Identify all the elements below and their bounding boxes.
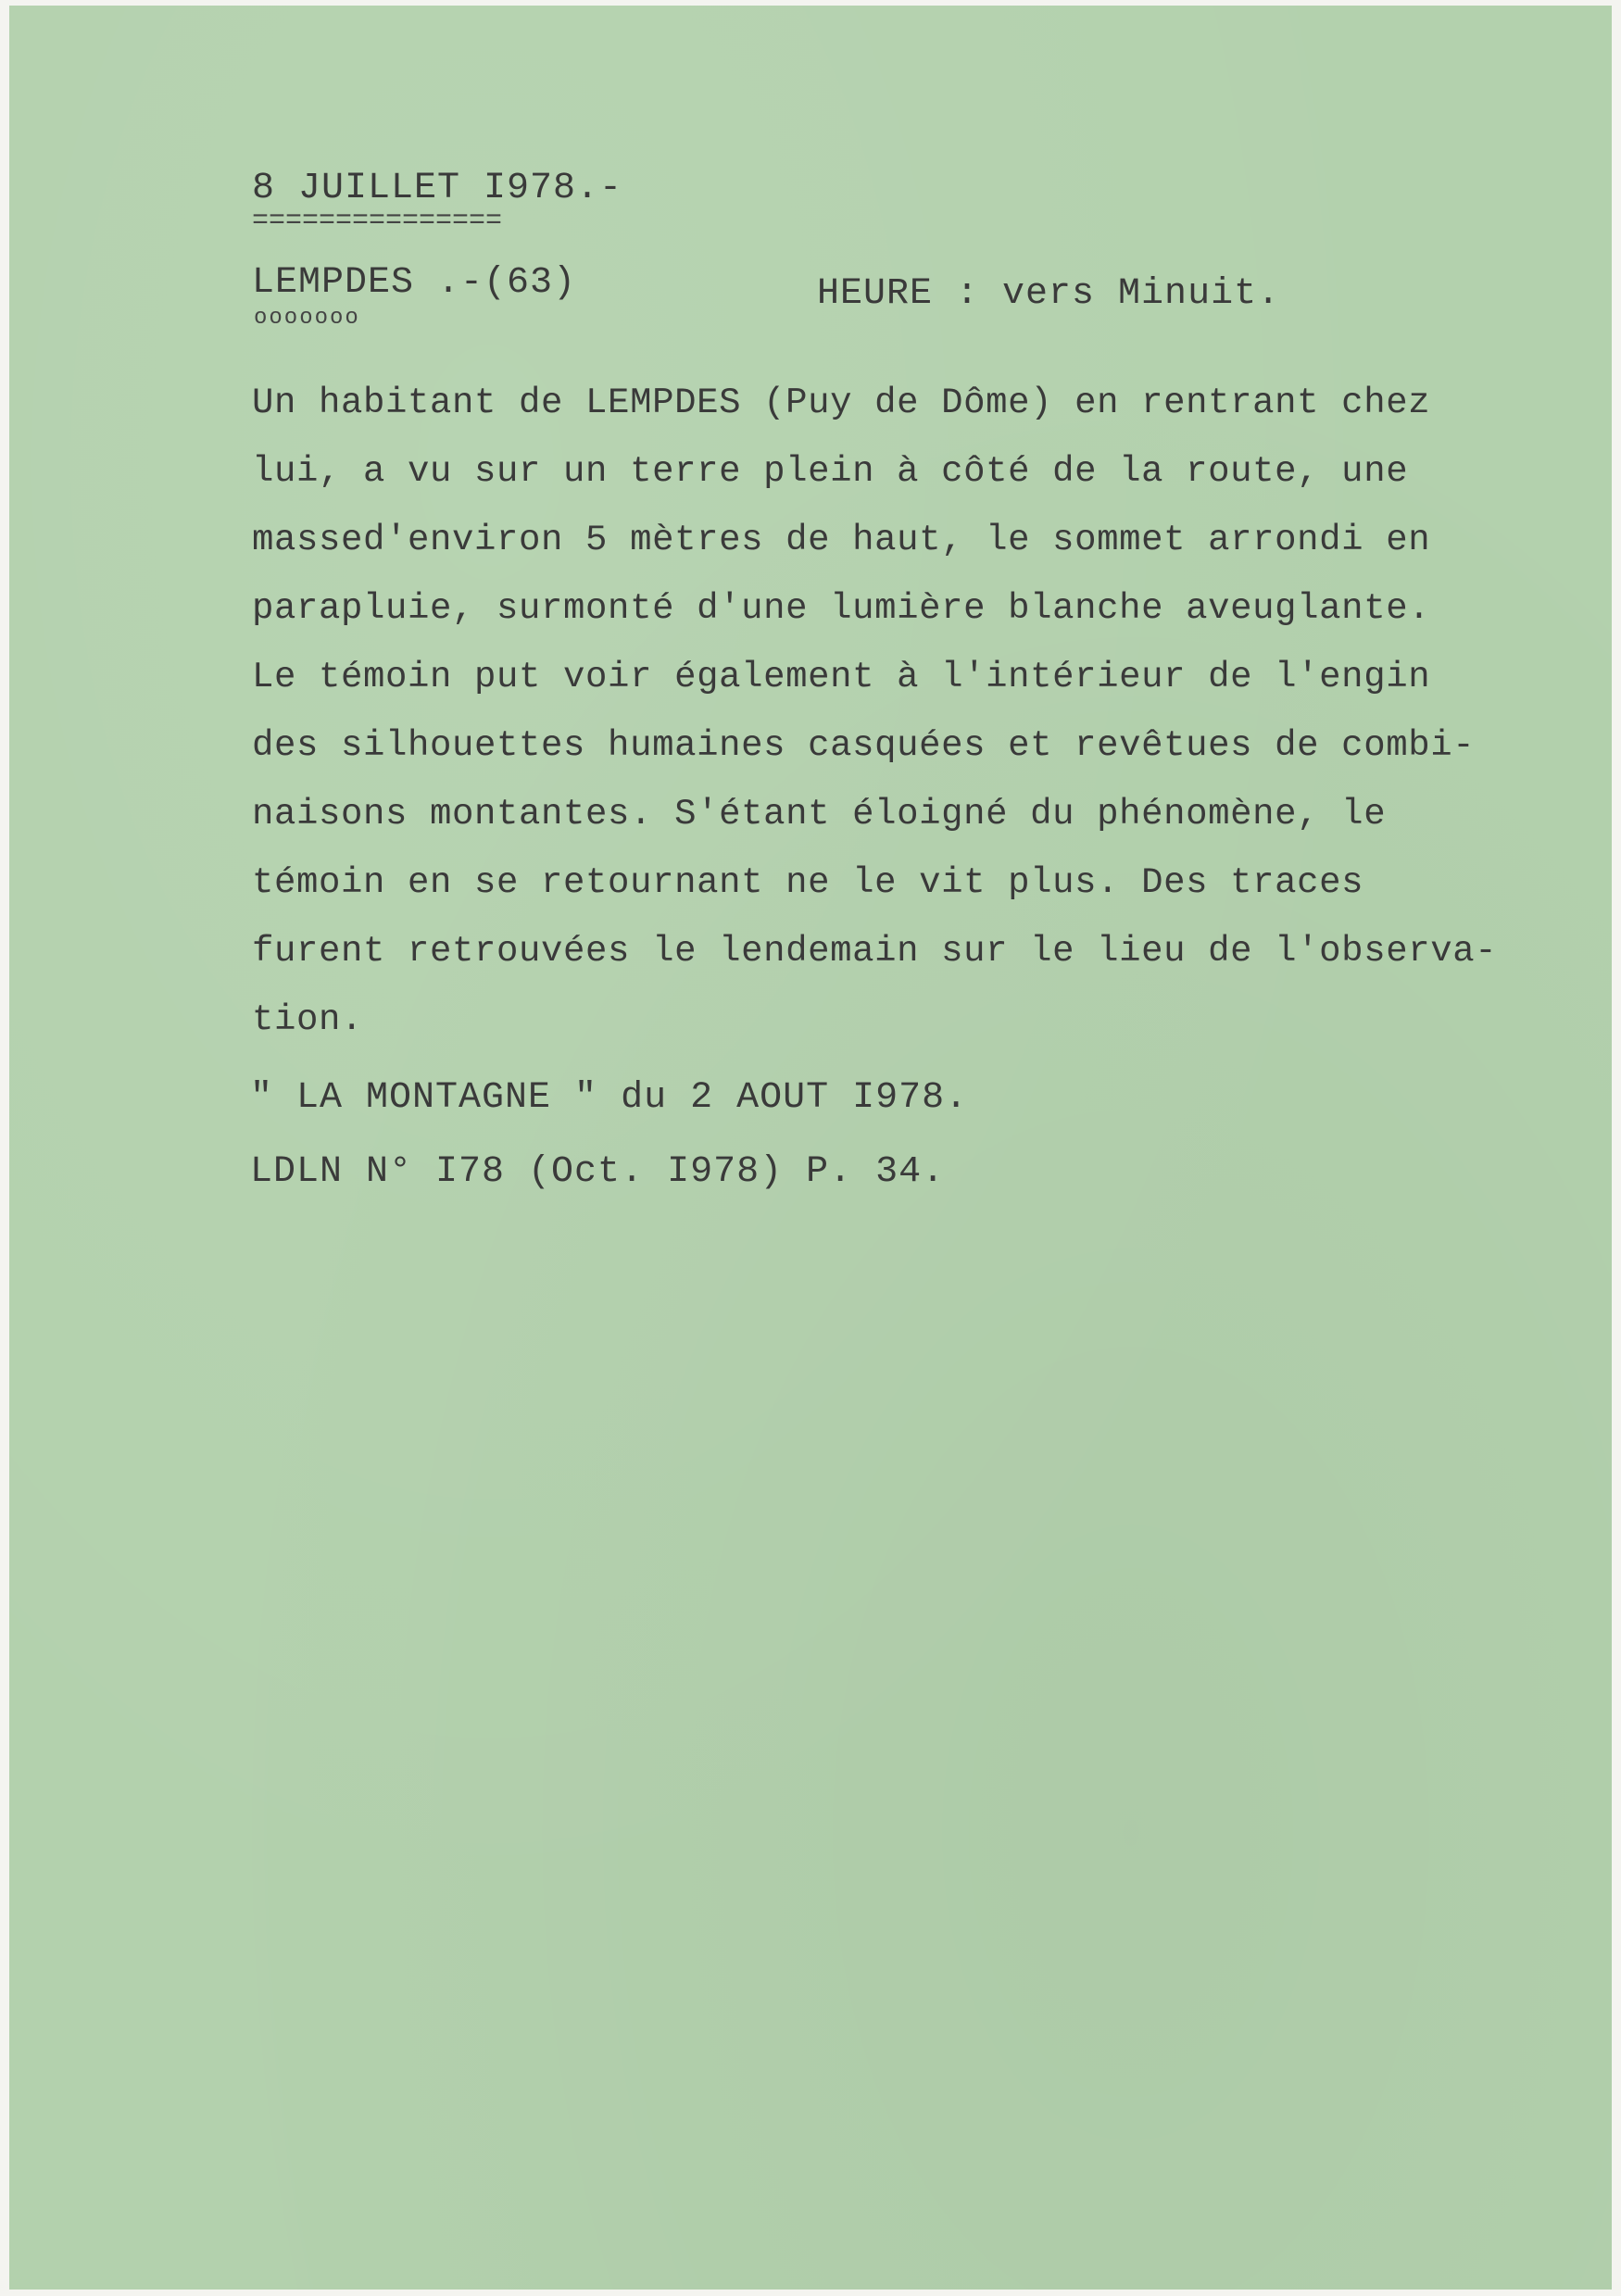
report-location: LEMPDES .-(63) [252, 262, 577, 304]
date-underline: =============== [252, 206, 503, 237]
body-line: massed'environ 5 mètres de haut, le sommet arrondi en [252, 520, 1431, 560]
document-page [9, 6, 1612, 2290]
body-line: Le témoin put voir également à l'intérieur de l'engin [252, 657, 1431, 697]
journal-source: LDLN N° I78 (Oct. I978) P. 34. [250, 1151, 946, 1193]
body-line: parapluie, surmonté d'une lumière blanche aveuglante. [252, 588, 1431, 629]
location-underline: ooooooo [254, 306, 360, 331]
body-line: tion. [252, 999, 364, 1040]
body-line: lui, a vu sur un terre plein à côté de la route, une [252, 451, 1409, 492]
body-line: Un habitant de LEMPDES (Puy de Dôme) en rentrant chez [252, 383, 1431, 423]
body-line: des silhouettes humaines casquées et revêtues de combi- [252, 725, 1476, 766]
newspaper-source: " LA MONTAGNE " du 2 AOUT I978. [250, 1077, 969, 1119]
body-line: témoin en se retournant ne le vit plus. Des traces [252, 862, 1364, 903]
body-line: naisons montantes. S'étant éloigné du phénomène, le [252, 794, 1387, 834]
report-time: HEURE : vers Minuit. [817, 273, 1281, 315]
body-line: furent retrouvées le lendemain sur le lieu de l'observa- [252, 931, 1498, 972]
report-date: 8 JUILLET I978.- [252, 168, 623, 209]
